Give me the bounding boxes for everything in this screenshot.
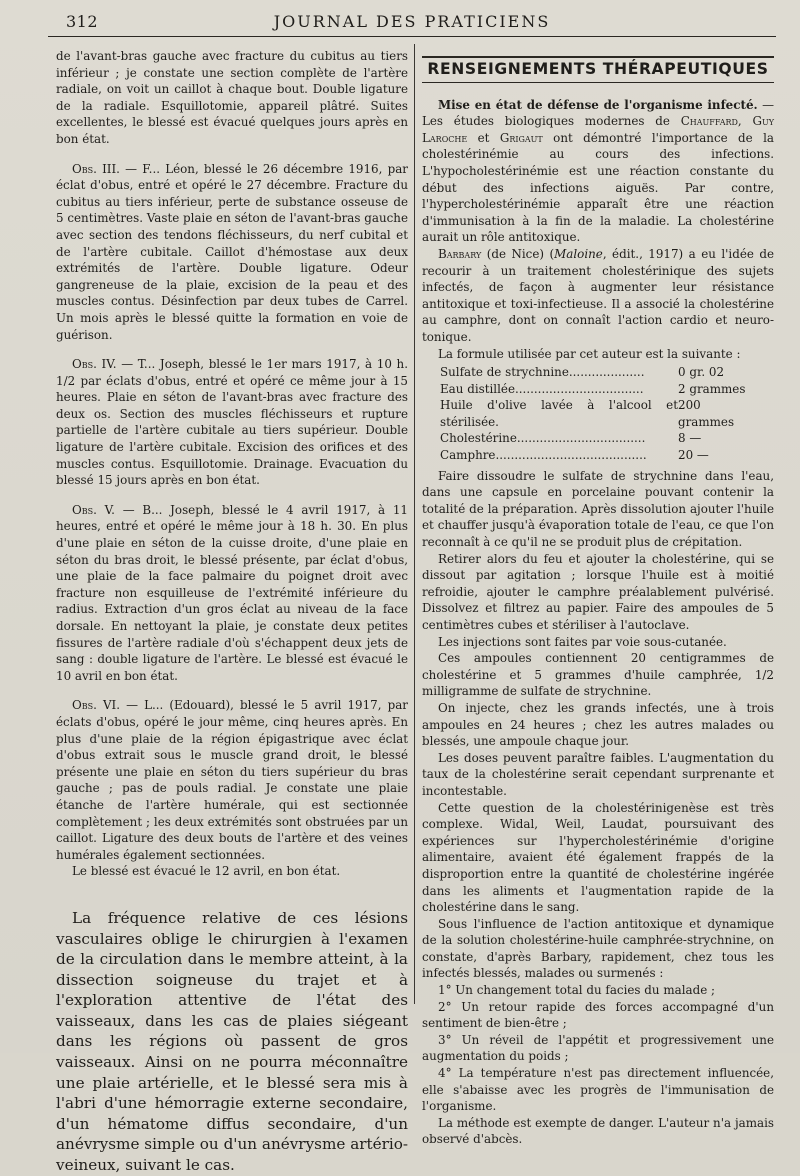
page-header [48, 10, 776, 37]
formula-ingredient: Huile d'olive lavée à l'alcool et stérilisée. [440, 398, 678, 429]
observation-3-tag: Obs. III. [72, 161, 120, 176]
observation-6-tag: Obs. VI. [72, 698, 121, 713]
author-grigaut: Grigaut [499, 130, 543, 145]
formula-ingredient: Sulfate de strychnine.................... [440, 365, 645, 380]
page-number: 312 [66, 12, 99, 31]
continuation-paragraph: de l'avant-bras gauche avec fracture du cubitus au tiers inférieur ; je constate une section complète de l'artère radiale, on voit un caillot à chaque bout. Double ligature de la radiale. Esquillotomie, appareil plâtré. Suites excellentes, le blessé est évacué quelques jours après en bon état. [56, 49, 408, 146]
left-column [56, 48, 408, 1176]
observation-5-text: — B... Joseph, blessé le 4 avril 1917, à 11 heures, entré et opéré le même jour à 18 h. 30. En plus d'une plaie en séton de la cuisse droite, d'une plaie en séton du bras droit, le blessé présente, par éclat d'obus, une plaie de la face palmaire du poignet droit avec fracture non esquilleuse de l'extrémité inférieure du radius. Extraction d'un gros éclat au niveau de la face dorsale. En nettoyant la plaie, je constate deux petites fissures de l'artère radiale d'où s'échappent deux jets de sang : double ligature de l'artère. Le blessé est évacué le 10 avril en bon état. [56, 502, 408, 683]
formula-quantity: 8 — [678, 431, 702, 446]
formula-quantity: 20 — [678, 448, 709, 463]
observation-6-text: — L... (Edouard), blessé le 5 avril 1917, par éclats d'obus, opéré le jour même, cinq heures après. En plus d'une plaie de la région épigastrique avec éclat d'obus extrait sous le muscle grand droit, le blessé présente une plaie en séton du tiers supérieur du bras gauche ; pas de pouls radial. Je constate une plaie étanche de l'artère humérale, qui est sectionnée complètement ; les deux extrémités sont obstruées par un caillot. Ligature des deux bouts de l'artère et des veines humérales également sectionnées. [56, 698, 408, 862]
formula-quantity: 0 gr. 02 [678, 365, 725, 380]
observation-3 [56, 161, 408, 344]
observation-4-text: — T... Joseph, blessé le 1er mars 1917, à 10 h. 1/2 par éclats d'obus, entré et opéré ce même jour à 15 heures. Plaie en séton de l'avant-bras avec fracture des deux os. Section des muscles fléchisseurs et rupture partielle de l'artère cubitale au tiers supérieur. Double ligature de l'artère cubitale. Excision des orifices et des muscles contus. Esquillotomie. Drainage. Evacuation du blessé 15 jours après en bon état. [56, 357, 408, 488]
intro-text-a: — Les études biologiques modernes de [422, 97, 775, 129]
intro-text-d: ont démontré l'importance de la cholestérinémie au cours des infections. L'hypocholestérinémie est une réaction constante du début des infections aiguës. Par contre, l'hypercholestérinémie apparaît être une réaction d'immunisation à la fin de la maladie. La cholestérine aurait un rôle antitoxique. [422, 130, 774, 245]
formula-row [440, 430, 758, 447]
formula-row [440, 397, 758, 430]
formula-ingredient: Camphre........................................ [440, 448, 647, 463]
conclusion-paragraph: La fréquence relative de ces lésions vasculaires oblige le chirurgien à l'examen de la circulation dans le membre atteint, à la dissection soigneuse du trajet et à l'exploration attentive de l'état des vaisseaux, dans les cas de plaies siégeant dans les régions où passent de gros vaisseaux. Ainsi on ne pourra méconnaître une plaie artérielle, et le blessé sera mis à l'abri d'une hémorragie externe secondaire, d'un hématome diffus secondaire, d'un anévrysme simple ou d'un anévrysme artério-veineux, suivant le cas. [56, 908, 408, 1175]
effect-item: 3° Un réveil de l'appétit et progressivement une augmentation du poids ; [422, 1032, 774, 1064]
author-chauffard: Chauffard [680, 114, 738, 129]
formula-quantity: 2 grammes [678, 381, 746, 396]
barbary-text-a: (de Nice) ( [481, 246, 555, 261]
observation-6 [56, 697, 408, 863]
formula-row [440, 447, 758, 464]
formula-intro: La formule utilisée par cet auteur est la suivante : [438, 346, 741, 361]
observation-5 [56, 502, 408, 685]
section-heading-box [422, 56, 774, 83]
injection-paragraph: Les injections sont faites par voie sous-cutanée. [438, 634, 727, 649]
dosage-paragraph: On injecte, chez les grands infectés, une à trois ampoules en 24 heures ; chez les autres malades ou blessés, une ampoule chaque jour. [422, 700, 774, 749]
intro-text-b: , [737, 114, 753, 129]
observation-5-tag: Obs. V. [72, 502, 115, 517]
intro-paragraph [422, 97, 774, 246]
author-barbary: Barbary [438, 246, 482, 261]
formula-quantity: 200 grammes [678, 398, 735, 429]
section-title: RENSEIGNEMENTS THÉRAPEUTIQUES [427, 60, 769, 78]
preparation-paragraph-1: Faire dissoudre le sulfate de strychnine dans l'eau, dans une capsule en porcelaine pouvant contenir la totalité de la préparation. Après dissolution ajouter l'huile et chauffer jusqu'à évaporation totale de l'eau, ce que l'on reconnaît à ce qu'il ne se produit plus de crépitation. [422, 468, 774, 550]
journal-title: JOURNAL DES PRATICIENS [273, 12, 551, 31]
doses-weak-paragraph: Les doses peuvent paraître faibles. L'augmentation du taux de la cholestérine serait cependant surprenante et incontestable. [422, 750, 774, 798]
intro-text-c: et [467, 130, 500, 145]
effect-item: 1° Un changement total du facies du malade ; [438, 983, 716, 998]
formula-ingredient: Cholestérine.................................. [440, 431, 646, 446]
influence-paragraph: Sous l'influence de l'action antitoxique et dynamique de la solution cholestérine-huile camphrée-strychnine, on constate, d'après Barbary, rapidement, chez tous les infectés blessés, malades ou surmenés : [422, 916, 774, 981]
column-divider [414, 44, 415, 1004]
observation-4-tag: Obs. IV. [72, 357, 117, 372]
question-paragraph: Cette question de la cholestérinigenèse est très complexe. Widal, Weil, Laudat, poursuivant des expériences sur l'hypercholestérinémie d'origine alimentaire, avaient été également frappés de la disproportion entre la quantité de cholestérine ingérée dans les aliments et l'augmentation rapide de la cholestérine dans le sang. [422, 800, 774, 915]
formula-ingredient: Eau distillée.................................. [440, 381, 644, 396]
effect-item: 4° La température n'est pas directement influencée, elle s'abaisse avec les progrès de l'immunisation de l'organisme. [422, 1066, 774, 1114]
formula-row [440, 381, 758, 398]
final-paragraph: La méthode est exempte de danger. L'auteur n'a jamais observé d'abcès. [422, 1115, 774, 1147]
preparation-paragraph-2: Retirer alors du feu et ajouter la cholestérine, qui se dissout par agitation ; lorsque l'huile est à moitié refroidie, ajouter le camphre préalablement pulvérisé. Dissolvez et filtrez au papier. Faire des ampoules de 5 centimètres cubes et stériliser à l'autoclave. [422, 551, 774, 632]
observation-6-evacuation: Le blessé est évacué le 12 avril, en bon état. [72, 864, 341, 879]
author-laroche: Guy Laroche [422, 114, 775, 145]
article-subhead: Mise en état de défense de l'organisme infecté. [438, 97, 758, 112]
barbary-text-b: , édit., 1917) a eu l'idée de recourir à un traitement cholestérinique des sujets infectés, de façon à augmenter leur résistance antitoxique et toxi-infectieuse. Il a associé la cholestérine au camphre, dont on connaît l'action cardio et neuro-tonique. [422, 246, 774, 344]
publisher-maloine: Maloine [554, 246, 603, 261]
formula-table [440, 364, 758, 464]
right-column [422, 48, 774, 1148]
effect-item: 2° Un retour rapide des forces accompagné d'un sentiment de bien-être ; [422, 999, 774, 1031]
observation-3-text: — F... Léon, blessé le 26 décembre 1916, par éclat d'obus, entré et opéré le 27 décembre. Fracture du cubitus au tiers inférieur, perte de substance osseuse de 5 centimètres. Vaste plaie en séton de l'avant-bras gauche avec section des tendons fléchisseurs, du nerf cubital et de l'artère cubitale. Caillot d'hémostase aux deux extrémités de l'artère. Double ligature. Odeur gangreneuse de la plaie, excision de la peau et des muscles contus. Désinfection par deux tubes de Carrel. Un mois après le blessé quitte la formation en voie de guérison. [56, 161, 408, 342]
ampoules-paragraph: Ces ampoules contiennent 20 centigrammes de cholestérine et 5 grammes d'huile camphrée, 1/2 milligramme de sulfate de strychnine. [422, 651, 774, 699]
formula-row [440, 364, 758, 381]
barbary-paragraph [422, 246, 774, 346]
observation-4 [56, 356, 408, 489]
